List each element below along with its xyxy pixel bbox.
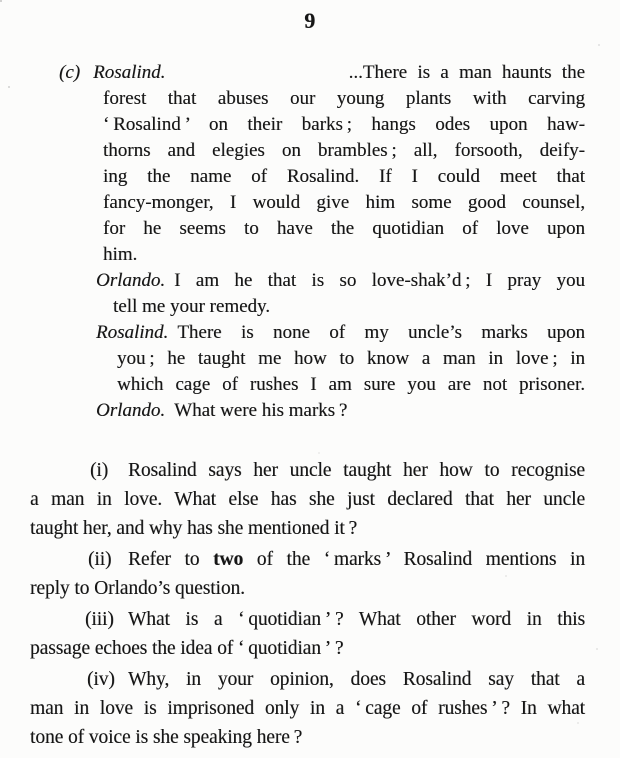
dialogue-text: There is none of my uncle’s marks upon	[177, 322, 585, 343]
question-text: Why, in your opinion, does Rosalind say that a	[128, 669, 585, 690]
excerpt-line	[96, 398, 585, 424]
dialogue-text: ...There is a man haunts the	[348, 62, 585, 83]
excerpt-line: fancy-monger, I would give him some good counsel,	[103, 192, 585, 213]
question-number: (ii)	[88, 549, 112, 570]
question-text: of the ‘ marks ’ Rosalind mentions in	[243, 549, 585, 570]
question-line	[30, 665, 585, 694]
question-3	[0, 605, 620, 663]
question-line: man in love is imprisoned only in a ‘ cage of rushes ’ ? In what	[30, 698, 585, 719]
question-2	[0, 545, 620, 603]
question-4	[0, 665, 620, 752]
question-line	[30, 545, 585, 574]
excerpt-line: for he seems to have the quotidian of love upon	[103, 218, 585, 239]
excerpt-line: ing the name of Rosalind. If I could meet that	[103, 166, 585, 187]
speaker-name: Orlando.	[96, 270, 166, 291]
question-text: Rosalind says her uncle taught her how to recognise	[128, 460, 585, 481]
question-line: reply to Orlando’s question.	[30, 578, 245, 599]
excerpt-line: tell me your remedy.	[113, 296, 271, 317]
excerpt-line	[96, 268, 585, 294]
excerpt-line: ‘ Rosalind ’ on their barks ; hangs odes upon haw-	[103, 114, 585, 135]
line-spacer	[165, 60, 348, 86]
question-line	[30, 456, 585, 485]
excerpt-line: which cage of rushes I am sure you are not prisoner.	[117, 374, 585, 395]
questions-section	[0, 456, 620, 752]
excerpt-line: you ; he taught me how to know a man in love ; in	[117, 348, 585, 369]
question-text: Refer to	[128, 549, 214, 570]
speaker-name: Orlando.	[96, 400, 166, 421]
speaker-name: Rosalind.	[96, 322, 169, 343]
question-text: What is a ‘ quotidian ’ ? What other word in this	[128, 609, 585, 630]
excerpt-block	[0, 60, 620, 424]
question-number: (iii)	[85, 609, 114, 630]
page-number: 9	[304, 8, 316, 33]
question-number: (i)	[90, 460, 109, 481]
bold-emphasis: two	[213, 549, 244, 570]
question-line: tone of voice is she speaking here ?	[30, 727, 303, 748]
speaker-name: Rosalind.	[93, 62, 166, 83]
question-number: (iv)	[87, 669, 115, 690]
excerpt-line: forest that abuses our young plants with carving	[103, 88, 585, 109]
dialogue-text: What were his marks ?	[174, 400, 348, 421]
excerpt-line	[96, 320, 585, 346]
excerpt-line	[59, 60, 585, 86]
excerpt-line: thorns and elegies on brambles ; all, forsooth, deify-	[103, 140, 585, 161]
question-line: taught her, and why has she mentioned it ?	[30, 518, 358, 539]
question-line	[30, 605, 585, 634]
question-line: a man in love. What else has she just declared that her uncle	[30, 489, 585, 510]
dialogue-text: I am he that is so love-shak’d ; I pray you	[174, 270, 585, 291]
excerpt-line: him.	[103, 244, 138, 265]
excerpt-label: (c)	[59, 62, 81, 83]
question-1	[0, 456, 620, 543]
question-line: passage echoes the idea of ‘ quotidian ’ ?	[30, 638, 344, 659]
